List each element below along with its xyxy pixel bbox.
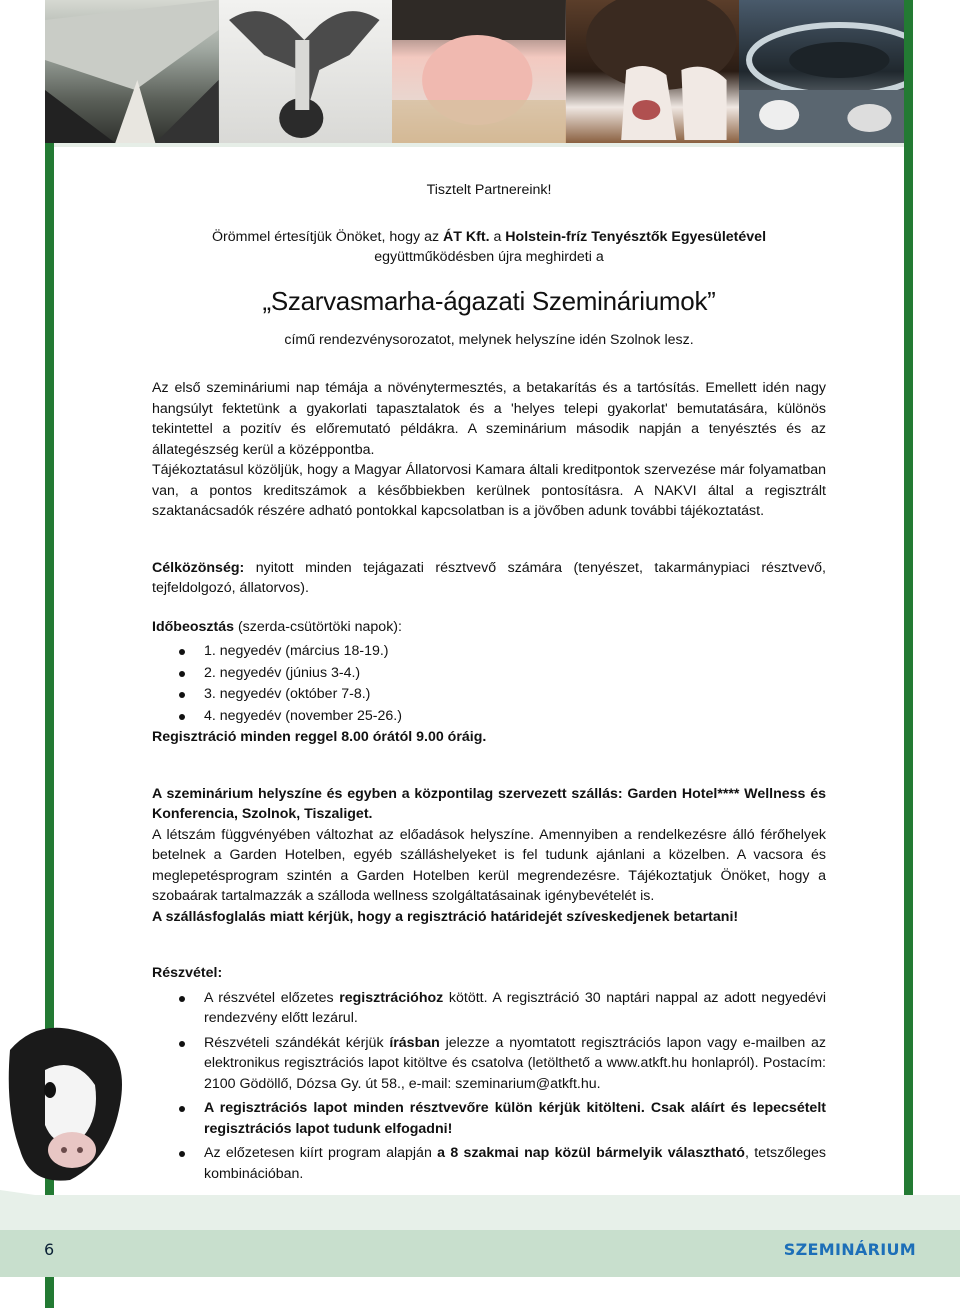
schedule-item: 2. negyedév (június 3-4.) <box>204 664 361 681</box>
bullet-icon <box>179 1151 185 1157</box>
hoof-photo <box>566 0 740 143</box>
list-item <box>152 684 826 705</box>
letter-body <box>152 180 826 1188</box>
bullet-icon <box>179 714 185 720</box>
list-item <box>152 1098 826 1139</box>
footer-section-label: SZEMINÁRIUM <box>783 1240 916 1259</box>
registration-time <box>152 727 826 748</box>
participation-text: Részvételi szándékát kérjük <box>204 1034 390 1051</box>
participation-bold: a 8 szakmai nap közül bármelyik választható <box>437 1145 745 1161</box>
header-photo-strip <box>45 0 913 143</box>
bullet-icon <box>179 1041 185 1047</box>
hip-bone-sculpture-photo <box>219 0 393 143</box>
event-title: „Szarvasmarha-ágazati Szemináriumok” <box>262 285 716 316</box>
participation-label: Részvétel: <box>152 965 223 981</box>
registration-time-text: Regisztráció minden reggel 8.00 órától 9.00 óráig. <box>152 729 487 745</box>
venue-heading <box>152 784 826 825</box>
audience-label: Célközönség: <box>152 559 245 576</box>
participation-heading <box>152 963 826 984</box>
bullet-icon <box>179 996 185 1002</box>
venue-text: A létszám függvényében változhat az előadások helyszíne. Amennyiben a rendelkezésre álló férőhelyek betelnek a Garden Hotelben, egyéb szálláshelyeket is fel tudunk ajánlani a közelben. A vacsora és meglepetésprogram szintén a Garden Hotelben kerül megrendezésre. Tájékoztatjuk Önöket, hogy a szobaárak tartalmazzák a szálloda wellness szolgáltatásainak igénybevételét is. <box>152 826 826 904</box>
participation-text: jelezze a nyomtatott regisztrációs lapon vagy e-mailben az elektronikus regisztrációs lapot kitöltve és csatolva (letölthető a www.atkft.hu honlapról). Postacím: 2100 Gödöllő, Dózsa Gy. út 58., e-mail: szeminarium@atkft.hu. <box>204 1034 826 1092</box>
intro-mid: a <box>489 228 506 245</box>
intro-line-2: együttműködésben újra meghirdeti a <box>374 249 604 265</box>
venue-note <box>152 907 826 928</box>
paragraph-credits: Tájékoztatásul közöljük, hogy a Magyar Állatorvosi Kamara általi kreditpontok szervezése már folyamatban van, a pontos kreditszámok a későbbiekben kerülnek pontosításra. A NAKVI által a regisztrált szaktanácsadók részére adható pontokkal kapcsolatban is a jövőben adunk további tájékoztatást. <box>152 462 826 519</box>
schedule-label-suffix: (szerda-csütörtöki napok): <box>234 618 402 635</box>
venue-note-text: A szállásfoglalás miatt kérjük, hogy a regisztráció határidejét szíveskedjenek betartani! <box>152 908 739 925</box>
udder-photo <box>392 0 566 143</box>
event-subtitle: című rendezvénysorozatot, melynek helyszíne idén Szolnok lesz. <box>284 331 694 348</box>
participation-text: A részvétel előzetes <box>204 989 340 1006</box>
list-item <box>152 663 826 684</box>
paragraph-topics: Az első szemináriumi nap témája a növénytermesztés, a betakarítás és a tartósítás. Emellett idén nagy hangsúlyt fektetünk a gyakorlati tapasztalatok és a 'helyes telepi gyakorlat' bemutatására, különös tekintettel a pozitív és előremutató példákra. A szeminárium második napján a tenyésztés és az állategészség kerül a középpontba. <box>152 380 826 458</box>
intro-prefix: Örömmel értesítjük Önöket, hogy az <box>211 228 444 245</box>
list-item <box>152 706 826 727</box>
page-number: 6 <box>44 1240 55 1259</box>
participation-bold: írásban <box>389 1034 440 1051</box>
participation-bold: regisztrációhoz <box>339 989 444 1006</box>
header-divider <box>54 143 904 147</box>
list-item <box>152 1033 826 1095</box>
audience-text: nyitott minden tejágazati résztvevő számára (tenyészet, takarmánypiaci résztvevő, tejfeldolgozó, állatorvos). <box>152 559 826 596</box>
participation-text: kötött. A regisztráció 30 naptári nappal az adott negyedévi rendezvény előtt lezárul. <box>204 989 826 1026</box>
schedule-item: 1. negyedév (március 18-19.) <box>204 643 389 659</box>
schedule-list <box>152 641 826 726</box>
schedule-item: 4. negyedév (november 25-26.) <box>204 707 402 724</box>
schedule-label: Időbeosztás <box>152 618 234 635</box>
participation-list <box>152 988 826 1185</box>
list-item <box>152 641 826 662</box>
intro-line <box>152 227 826 248</box>
association-name: Holstein-fríz Tenyésztők Egyesületével <box>505 228 767 245</box>
milking-carousel-photo <box>739 0 913 143</box>
participation-text: , tetszőleges kombinációban. <box>204 1145 826 1182</box>
list-item <box>152 1143 826 1184</box>
list-item <box>152 988 826 1029</box>
schedule-item: 3. negyedév (október 7-8.) <box>204 686 371 702</box>
greeting: Tisztelt Partnereink! <box>426 182 552 198</box>
audience-paragraph <box>152 558 826 599</box>
bullet-icon <box>179 1106 185 1112</box>
venue-heading-text: A szeminárium helyszíne és egyben a központilag szervezett szállás: Garden Hotel**** Wellness és Konferencia, Szolnok, Tiszaliget. <box>152 785 826 822</box>
company-name: ÁT Kft. <box>443 228 490 245</box>
bullet-icon <box>179 692 185 698</box>
schedule-heading <box>152 617 826 638</box>
cow-head-illustration <box>0 1010 140 1210</box>
bullet-icon <box>179 671 185 677</box>
barn-photo <box>45 0 219 143</box>
participation-text: Az előzetesen kiírt program alapján <box>204 1145 438 1161</box>
bullet-icon <box>179 649 185 655</box>
right-frame-line <box>904 0 913 1265</box>
participation-bold: A regisztrációs lapot minden résztvevőre külön kérjük kitölteni. Csak aláírt és lepecsételt regisztrációs lapot tudunk elfogadni! <box>204 1100 826 1137</box>
